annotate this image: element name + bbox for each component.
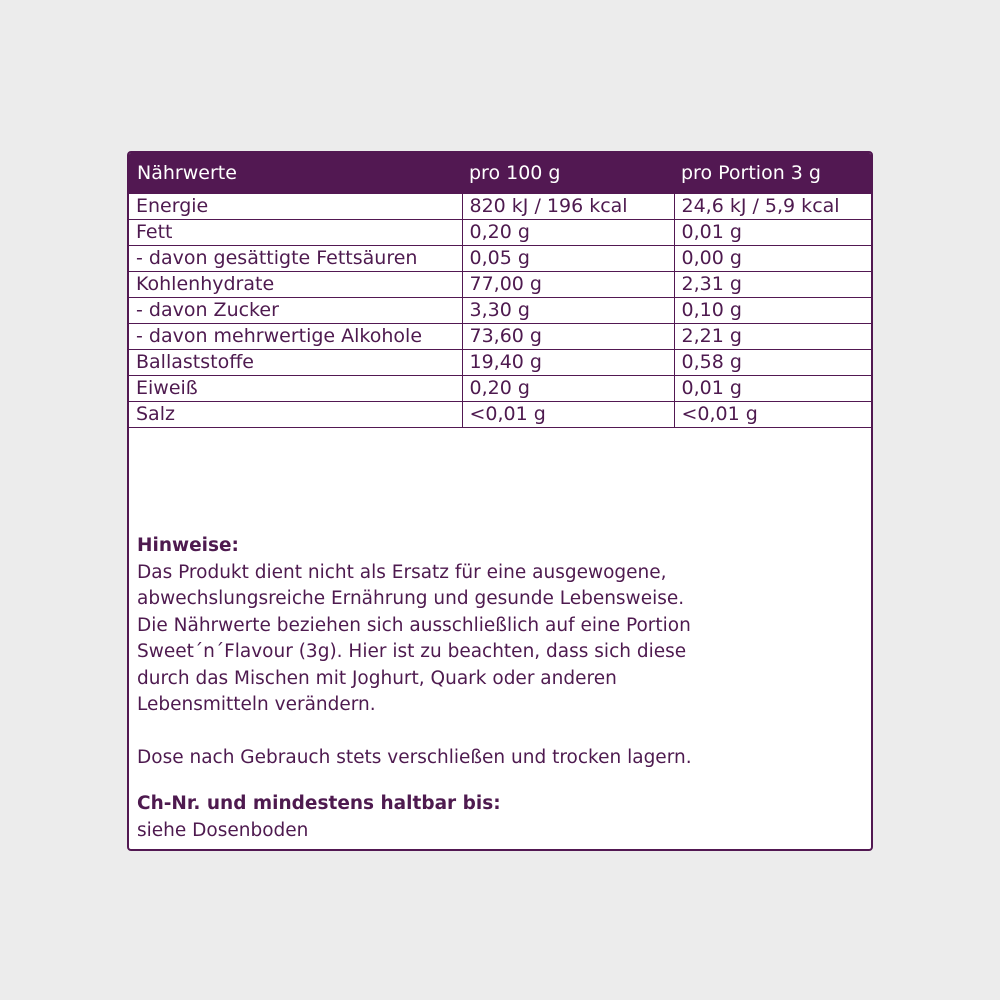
batch-heading: Ch-Nr. und mindestens haltbar bis:	[137, 793, 501, 814]
notes-line: Lebensmitteln verändern.	[137, 694, 376, 715]
row-label: - davon Zucker	[129, 298, 462, 324]
row-per-portion: 24,6 kJ / 5,9 kcal	[674, 194, 871, 220]
row-per-portion: 0,01 g	[674, 376, 871, 402]
notes-line: durch das Mischen mit Joghurt, Quark oder anderen	[137, 667, 617, 689]
batch-text: siehe Dosenboden	[137, 819, 309, 841]
row-per-portion: 0,10 g	[674, 298, 871, 324]
notes-line: Sweet´n´Flavour (3g). Hier ist zu beachten, dass sich diese	[137, 641, 687, 662]
row-per-100g: 19,40 g	[462, 350, 674, 376]
row-per-portion: 0,01 g	[674, 220, 871, 246]
header-per-100g: pro 100 g	[462, 153, 674, 194]
notes-line: abwechslungsreiche Ernährung und gesunde Lebensweise.	[137, 588, 685, 609]
row-label: - davon gesättigte Fettsäuren	[129, 246, 462, 272]
nutrition-table	[129, 153, 871, 428]
table-row	[129, 272, 871, 298]
row-per-100g: 820 kJ / 196 kcal	[462, 194, 674, 220]
row-per-100g: <0,01 g	[462, 402, 674, 428]
table-row	[129, 246, 871, 272]
table-row	[129, 402, 871, 428]
row-label: Eiweiß	[129, 376, 462, 402]
row-label: Kohlenhydrate	[129, 272, 462, 298]
row-label: Salz	[129, 402, 462, 428]
row-per-portion: 0,58 g	[674, 350, 871, 376]
spacer	[137, 719, 861, 745]
row-per-portion: <0,01 g	[674, 402, 871, 428]
row-per-100g: 0,05 g	[462, 246, 674, 272]
row-per-100g: 0,20 g	[462, 376, 674, 402]
row-label: Ballaststoffe	[129, 350, 462, 376]
table-row	[129, 298, 871, 324]
table-row	[129, 220, 871, 246]
notes-line: Die Nährwerte beziehen sich ausschließlich auf eine Portion	[137, 614, 691, 636]
row-per-100g: 3,30 g	[462, 298, 674, 324]
row-label: Energie	[129, 194, 462, 220]
nutrition-card	[127, 151, 873, 851]
table-row	[129, 194, 871, 220]
row-per-portion: 0,00 g	[674, 246, 871, 272]
table-row	[129, 376, 871, 402]
row-per-100g: 77,00 g	[462, 272, 674, 298]
table-row	[129, 324, 871, 350]
row-per-portion: 2,31 g	[674, 272, 871, 298]
table-header-row	[129, 153, 871, 194]
row-label: Fett	[129, 220, 462, 246]
table-row	[129, 350, 871, 376]
notes-section	[137, 533, 861, 844]
spacer	[137, 771, 861, 791]
notes-line: Das Produkt dient nicht als Ersatz für eine ausgewogene,	[137, 561, 667, 583]
storage-note: Dose nach Gebrauch stets verschließen und trocken lagern.	[137, 746, 692, 768]
header-per-portion: pro Portion 3 g	[674, 153, 871, 194]
row-per-100g: 73,60 g	[462, 324, 674, 350]
header-nutrients: Nährwerte	[129, 153, 462, 194]
row-per-portion: 2,21 g	[674, 324, 871, 350]
row-per-100g: 0,20 g	[462, 220, 674, 246]
notes-heading: Hinweise:	[137, 535, 239, 556]
row-label: - davon mehrwertige Alkohole	[129, 324, 462, 350]
